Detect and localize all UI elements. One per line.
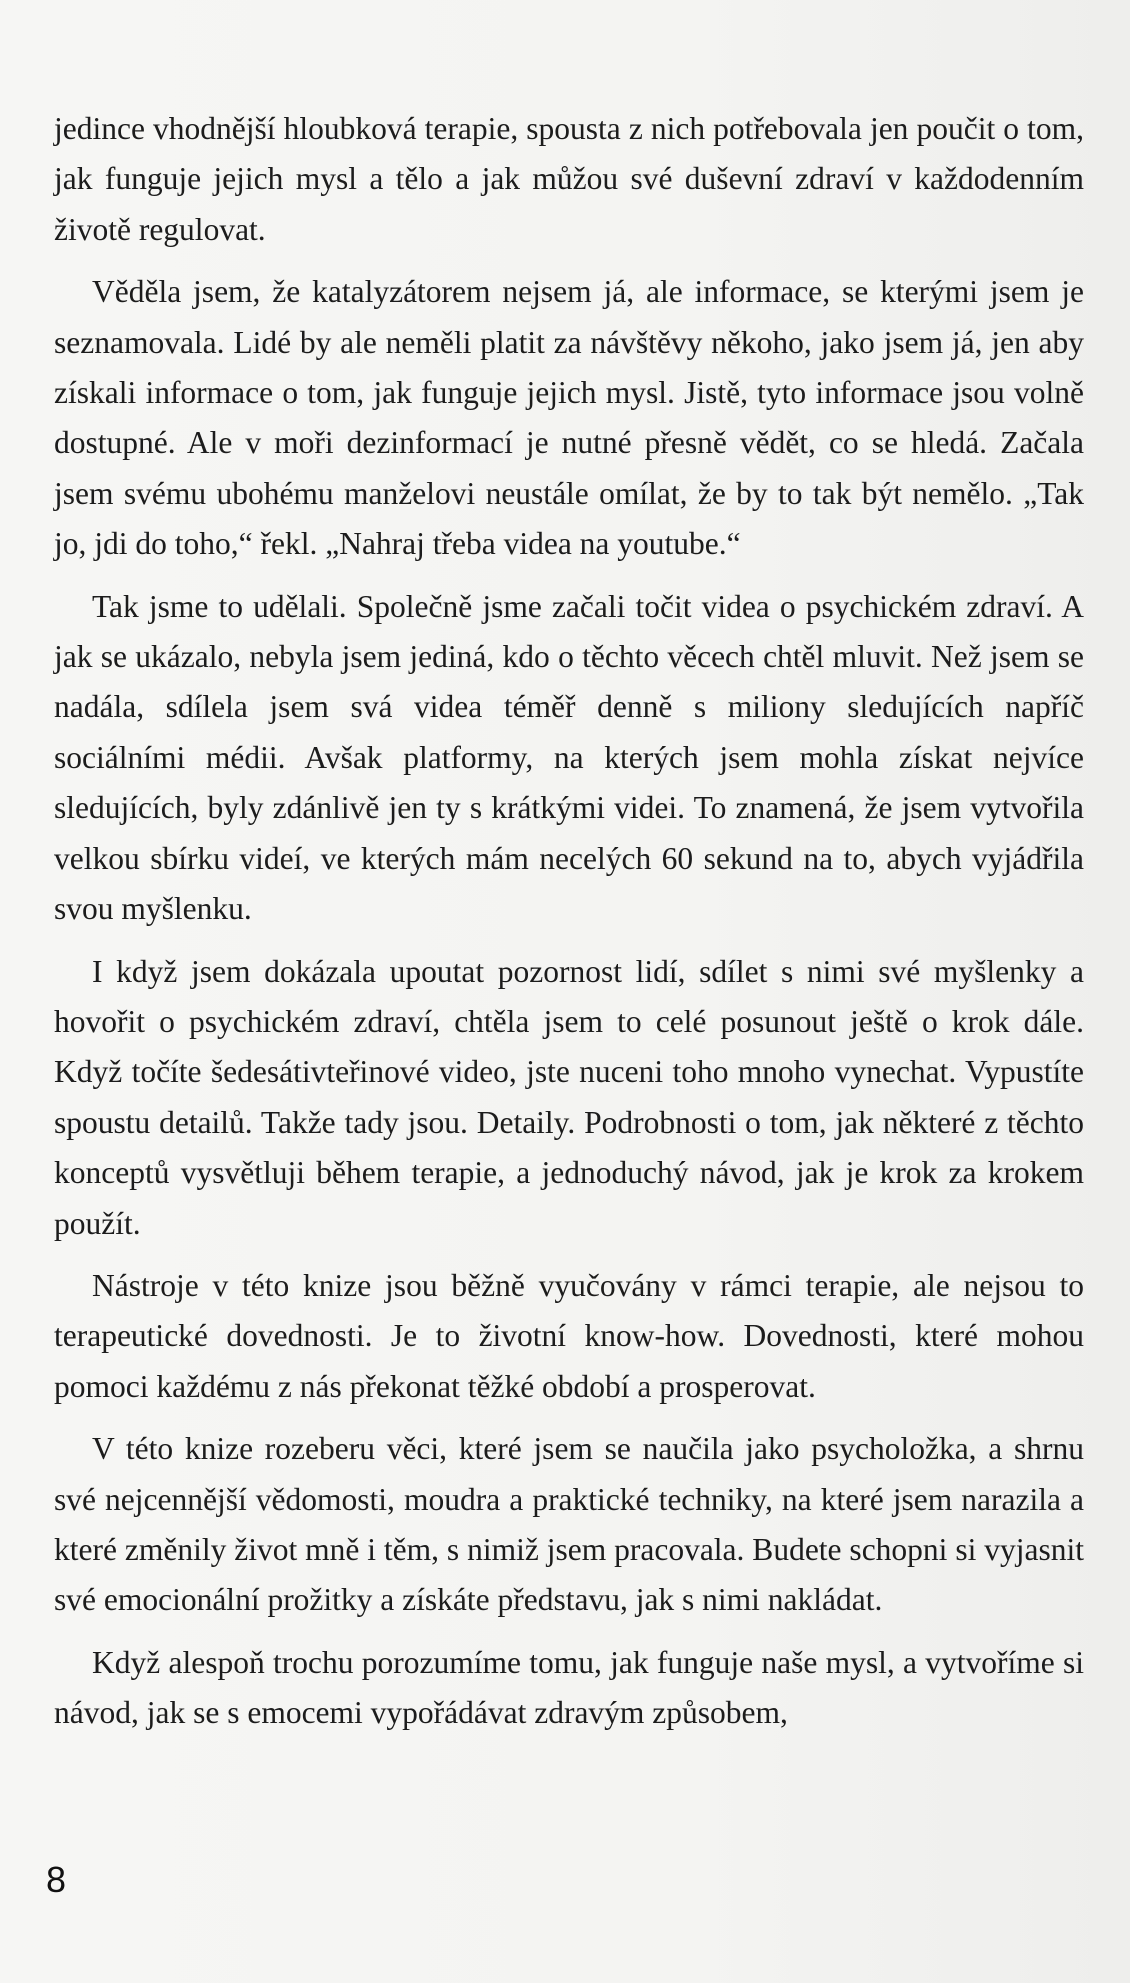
- paragraph-2: Věděla jsem, že katalyzátorem nejsem já, ale informace, se kterými jsem je seznamovala. Lidé by ale neměli platit za návštěvy někoho, jako jsem já, jen aby získali informace o tom, jak funguje jejich mysl. Jistě, tyto informace jsou volně dostupné. Ale v moři dezinformací je nutné přesně vědět, co se hledá. Začala jsem svému ubohému manželovi neustále omílat, že by to tak být nemělo. „Tak jo, jdi do toho,“ řekl. „Nahraj třeba videa na youtube.“: [54, 274, 1084, 562]
- page-number: 8: [46, 1859, 67, 1900]
- paragraph-3: Tak jsme to udělali. Společně jsme začali točit videa o psychickém zdraví. A jak se ukázalo, nebyla jsem jediná, kdo o těchto věcech chtěl mluvit. Než jsem se nadála, sdílela jsem svá videa téměř denně s miliony sledujících napříč sociálními médii. Avšak platformy, na kterých jsem mohla získat nejvíce sledujících, byly zdánlivě jen ty s krátkými videi. To znamená, že jsem vytvořila velkou sbírku videí, ve kterých mám necelých 60 sekund na to, abych vyjádřila svou myšlenku.: [54, 588, 1084, 927]
- paragraph-7: Když alespoň trochu porozumíme tomu, jak funguje naše mysl, a vytvoříme si návod, jak se s emocemi vypořádávat zdravým způsobem,: [54, 1644, 1084, 1731]
- paragraph-1: jedince vhodnější hloubková terapie, spousta z nich potřebovala jen poučit o tom, jak funguje jejich mysl a tělo a jak můžou své duševní zdraví v každodenním životě regulovat.: [54, 111, 1084, 247]
- paragraph-4: I když jsem dokázala upoutat pozornost lidí, sdílet s nimi své myšlenky a hovořit o psychickém zdraví, chtěla jsem to celé posunout ještě o krok dále. Když točíte šedesátivteřinové video, jste nuceni toho mnoho vynechat. Vypustíte spoustu detailů. Takže tady jsou. Detaily. Podrobnosti o tom, jak některé z těchto konceptů vysvětluji během terapie, a jednoduchý návod, jak je krok za krokem použít.: [54, 953, 1084, 1241]
- paragraph-6: V této knize rozeberu věci, které jsem se naučila jako psycholožka, a shrnu své nejcennější vědomosti, moudra a praktické techniky, na které jsem narazila a které změnily život mně i těm, s nimiž jsem pracovala. Budete schopni si vyjasnit své emocionální prožitky a získáte představu, jak s nimi nakládat.: [54, 1431, 1084, 1618]
- paragraph-5: Nástroje v této knize jsou běžně vyučovány v rámci terapie, ale nejsou to terapeutické dovednosti. Je to životní know-how. Dovednosti, které mohou pomoci každému z nás překonat těžké období a prosperovat.: [54, 1267, 1084, 1404]
- body-text: [54, 104, 1084, 1751]
